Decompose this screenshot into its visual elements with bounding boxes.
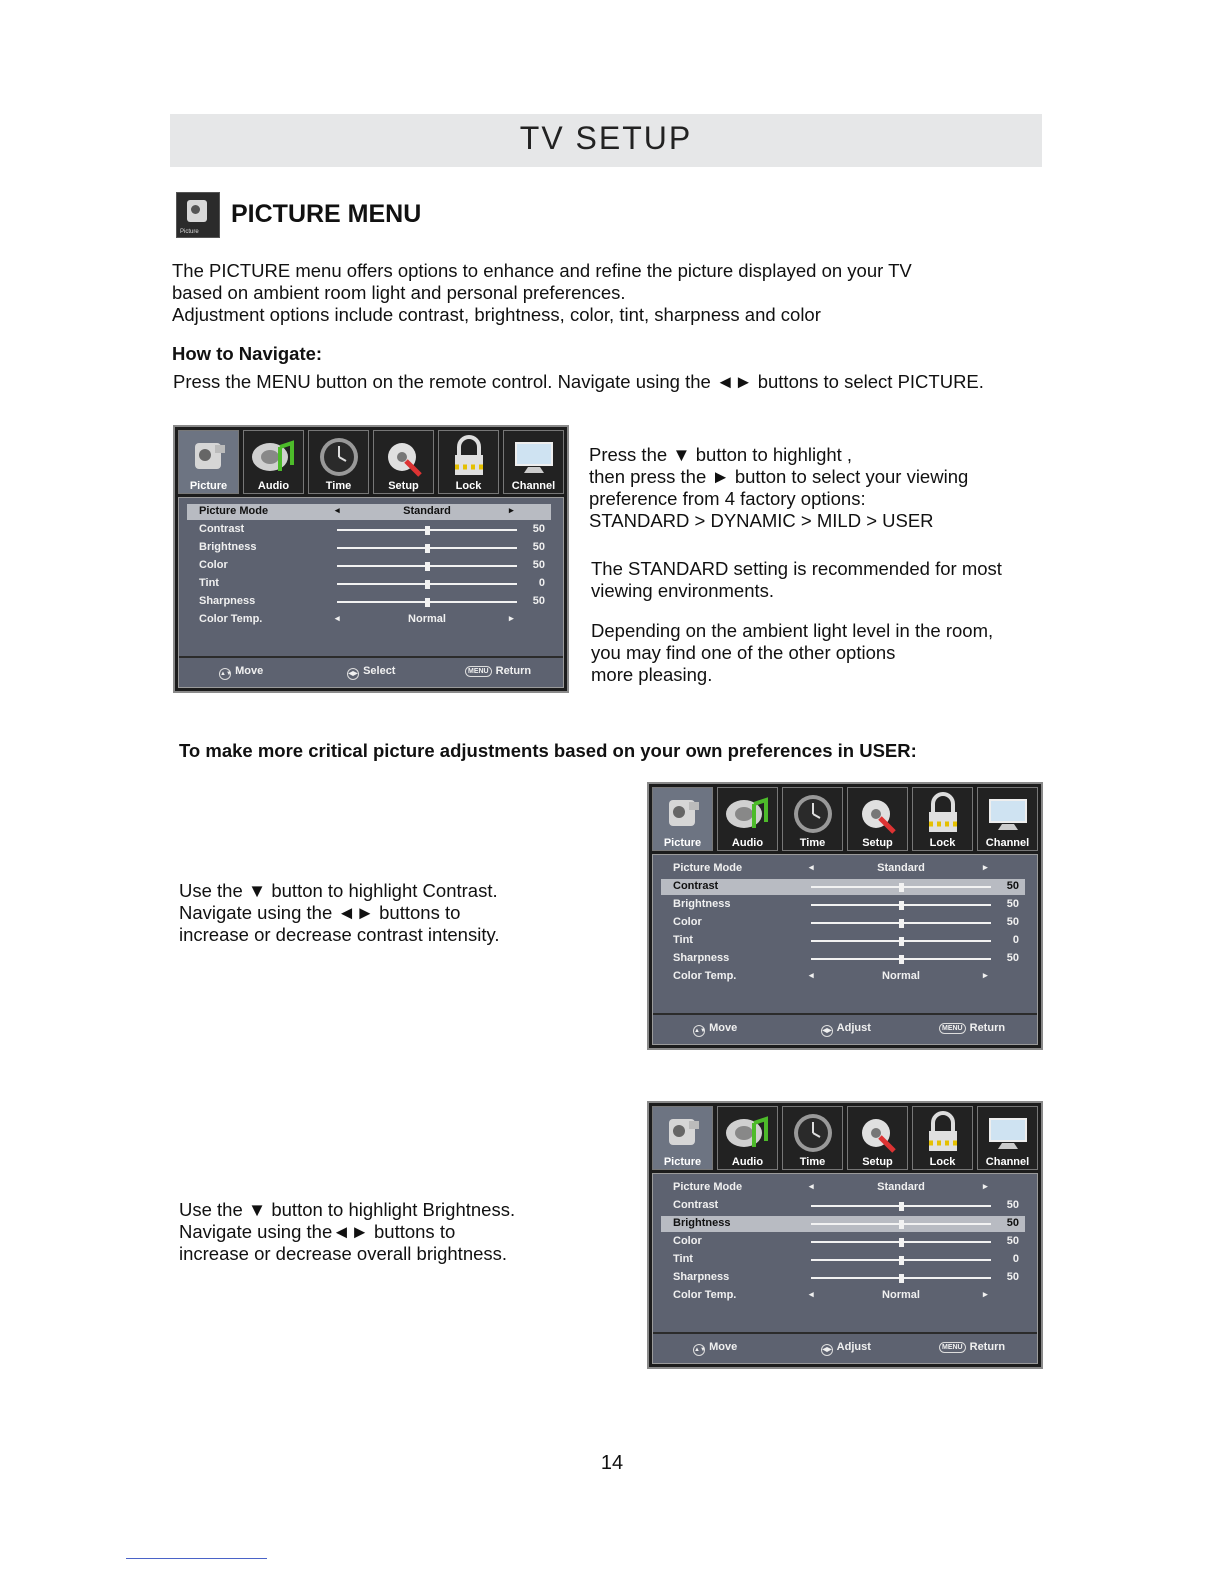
menu-footer — [653, 1339, 1037, 1357]
row-label: Tint — [673, 934, 693, 946]
page-number: 14 — [600, 1452, 624, 1474]
tab-label: Setup — [862, 1156, 893, 1168]
right-p2-line2: viewing environments. — [591, 580, 775, 601]
slider-thumb[interactable] — [899, 883, 904, 892]
color-temp-value: Normal — [882, 970, 920, 982]
tab-audio[interactable] — [717, 787, 778, 851]
menu-row-tint[interactable] — [661, 933, 1025, 949]
tab-time[interactable] — [308, 430, 369, 494]
right-p1-line4: STANDARD > DYNAMIC > MILD > USER — [589, 510, 934, 531]
row-label: Color — [199, 559, 228, 571]
slider-thumb[interactable] — [899, 901, 904, 910]
tab-picture[interactable] — [652, 787, 713, 851]
tab-setup[interactable] — [373, 430, 434, 494]
tab-label: Lock — [929, 1156, 956, 1168]
left-right-icon: ◀▶ — [821, 1025, 833, 1037]
right-p2-line1: The STANDARD setting is recommended for most — [591, 558, 1002, 579]
panel-divider — [653, 1013, 1037, 1015]
menu-tabs — [652, 787, 1038, 851]
menu-row-contrast[interactable] — [661, 1198, 1025, 1214]
slider-value: 0 — [1012, 934, 1019, 946]
slider-track[interactable] — [811, 922, 991, 924]
tab-lock[interactable] — [438, 430, 499, 494]
arrow-left-icon: ◂ — [809, 1289, 814, 1299]
slider-thumb[interactable] — [425, 598, 430, 607]
foot-return: Return — [969, 1022, 1006, 1034]
slider-track[interactable] — [811, 1241, 991, 1243]
row-label: Brightness — [673, 898, 731, 910]
slider-value: 0 — [1012, 1253, 1019, 1265]
picture-menu-icon — [176, 192, 220, 238]
slider-track[interactable] — [337, 547, 517, 549]
menu-row-contrast[interactable] — [187, 522, 551, 538]
brightness-line3: increase or decrease overall brightness. — [179, 1243, 508, 1264]
menu-row-color-temp[interactable] — [661, 969, 1025, 985]
row-label: Picture Mode — [199, 505, 269, 517]
tab-channel[interactable] — [977, 787, 1038, 851]
foot-return: Return — [495, 665, 532, 677]
arrow-right-icon: ▸ — [509, 505, 514, 515]
how-title: How to Navigate: — [172, 343, 323, 364]
slider-track[interactable] — [811, 940, 991, 942]
slider-thumb[interactable] — [899, 1220, 904, 1229]
slider-value: 50 — [1006, 1271, 1019, 1283]
tab-picture[interactable] — [178, 430, 239, 494]
picture-mode-value: Standard — [877, 1181, 925, 1193]
row-label: Color Temp. — [673, 1289, 737, 1301]
slider-track[interactable] — [811, 958, 991, 960]
slider-value: 50 — [532, 541, 545, 553]
arrow-right-icon: ▸ — [983, 1181, 988, 1191]
foot-move: Move — [709, 1341, 738, 1353]
menu-row-brightness[interactable] — [661, 897, 1025, 913]
slider-thumb[interactable] — [425, 526, 430, 535]
tab-label: Time — [799, 837, 826, 849]
slider-value: 50 — [1006, 952, 1019, 964]
menu-row-sharpness[interactable] — [661, 951, 1025, 967]
slider-track[interactable] — [337, 601, 517, 603]
tab-label: Picture — [663, 837, 702, 849]
slider-thumb[interactable] — [899, 955, 904, 964]
slider-value: 50 — [1006, 1199, 1019, 1211]
contrast-line2: Navigate using the ◄► buttons to — [179, 902, 461, 923]
slider-value: 50 — [1006, 1217, 1019, 1229]
slider-track[interactable] — [811, 1259, 991, 1261]
menu-row-color-temp[interactable] — [661, 1288, 1025, 1304]
menu-tabs — [178, 430, 564, 494]
menu-row-color[interactable] — [661, 915, 1025, 931]
tab-label: Picture — [663, 1156, 702, 1168]
row-label: Contrast — [673, 880, 719, 892]
slider-track[interactable] — [811, 904, 991, 906]
slider-thumb[interactable] — [899, 919, 904, 928]
tab-label: Lock — [455, 480, 482, 492]
menu-panel — [652, 1173, 1038, 1364]
row-label: Contrast — [673, 1199, 719, 1211]
slider-track[interactable] — [337, 529, 517, 531]
menu-footer — [179, 663, 563, 681]
left-right-icon: ◀▶ — [821, 1344, 833, 1356]
menu-row-tint[interactable] — [661, 1252, 1025, 1268]
slider-value: 0 — [538, 577, 545, 589]
tab-picture[interactable] — [652, 1106, 713, 1170]
menu-key-icon: MENU — [939, 1023, 966, 1034]
menu-row-picture-mode[interactable] — [187, 504, 551, 520]
slider-track[interactable] — [811, 1277, 991, 1279]
right-p3-line1: Depending on the ambient light level in the room, — [591, 620, 994, 641]
row-label: Brightness — [673, 1217, 731, 1229]
row-label: Picture Mode — [673, 862, 743, 874]
row-label: Sharpness — [673, 1271, 730, 1283]
slider-thumb[interactable] — [425, 562, 430, 571]
footnote-rule — [126, 1558, 267, 1559]
arrow-right-icon: ▸ — [983, 862, 988, 872]
slider-track[interactable] — [811, 886, 991, 888]
arrow-left-icon: ◂ — [809, 862, 814, 872]
intro-line-3: Adjustment options include contrast, brightness, color, tint, sharpness and color — [172, 304, 821, 325]
tab-label: Channel — [511, 480, 556, 492]
intro-line-1: The PICTURE menu offers options to enhance and refine the picture displayed on your TV — [172, 260, 912, 281]
slider-thumb[interactable] — [899, 1202, 904, 1211]
menu-footer — [653, 1020, 1037, 1038]
tv-menu-screen-1 — [173, 425, 569, 693]
menu-panel — [652, 854, 1038, 1045]
tab-label: Audio — [731, 837, 764, 849]
panel-divider — [179, 656, 563, 658]
menu-key-icon: MENU — [465, 666, 492, 677]
row-label: Picture Mode — [673, 1181, 743, 1193]
slider-value: 50 — [1006, 880, 1019, 892]
up-down-icon: ▲▼ — [693, 1344, 705, 1356]
tab-channel[interactable] — [503, 430, 564, 494]
menu-row-color[interactable] — [187, 558, 551, 574]
slider-thumb[interactable] — [899, 1238, 904, 1247]
right-p3-line3: more pleasing. — [591, 664, 713, 685]
left-right-icon: ◀▶ — [347, 668, 359, 680]
row-label: Color Temp. — [199, 613, 263, 625]
arrow-left-icon: ◂ — [809, 1181, 814, 1191]
camera-icon — [187, 200, 207, 222]
arrow-left-icon: ◂ — [335, 613, 340, 623]
tab-label: Setup — [862, 837, 893, 849]
foot-mid: Select — [363, 665, 396, 677]
menu-tabs — [652, 1106, 1038, 1170]
arrow-left-icon: ◂ — [809, 970, 814, 980]
menu-row-color-temp[interactable] — [187, 612, 551, 628]
tab-audio[interactable] — [717, 1106, 778, 1170]
row-label: Sharpness — [673, 952, 730, 964]
tab-setup[interactable] — [847, 1106, 908, 1170]
right-p1-line3: preference from 4 factory options: — [589, 488, 866, 509]
tab-time[interactable] — [782, 1106, 843, 1170]
color-temp-value: Normal — [408, 613, 446, 625]
section-title: PICTURE MENU — [231, 200, 422, 228]
tab-time[interactable] — [782, 787, 843, 851]
row-label: Sharpness — [199, 595, 256, 607]
right-p1-line2: then press the ► button to select your viewing — [589, 466, 969, 487]
slider-value: 50 — [532, 595, 545, 607]
menu-row-sharpness[interactable] — [187, 594, 551, 610]
row-label: Contrast — [199, 523, 245, 535]
tab-label: Channel — [985, 1156, 1030, 1168]
row-label: Color — [673, 916, 702, 928]
tab-label: Audio — [257, 480, 290, 492]
slider-thumb[interactable] — [899, 1274, 904, 1283]
menu-row-color[interactable] — [661, 1234, 1025, 1250]
slider-value: 50 — [1006, 916, 1019, 928]
up-down-icon: ▲▼ — [219, 668, 231, 680]
arrow-right-icon: ▸ — [509, 613, 514, 623]
right-p1-line1: Press the ▼ button to highlight , — [589, 444, 853, 465]
tab-lock[interactable] — [912, 1106, 973, 1170]
foot-mid: Adjust — [836, 1341, 871, 1353]
slider-thumb[interactable] — [425, 580, 430, 589]
color-temp-value: Normal — [882, 1289, 920, 1301]
slider-track[interactable] — [337, 583, 517, 585]
menu-row-brightness[interactable] — [187, 540, 551, 556]
tab-label: Setup — [388, 480, 419, 492]
slider-value: 50 — [532, 523, 545, 535]
slider-thumb[interactable] — [425, 544, 430, 553]
slider-value: 50 — [532, 559, 545, 571]
foot-mid: Adjust — [836, 1022, 871, 1034]
intro-line-2: based on ambient room light and personal preferences. — [172, 282, 626, 303]
arrow-left-icon: ◂ — [335, 505, 340, 515]
up-down-icon: ▲▼ — [693, 1025, 705, 1037]
tab-setup[interactable] — [847, 787, 908, 851]
menu-panel — [178, 497, 564, 688]
arrow-right-icon: ▸ — [983, 970, 988, 980]
tab-audio[interactable] — [243, 430, 304, 494]
tab-lock[interactable] — [912, 787, 973, 851]
slider-track[interactable] — [811, 1205, 991, 1207]
tv-menu-screen-2 — [647, 782, 1043, 1050]
arrow-right-icon: ▸ — [983, 1289, 988, 1299]
slider-value: 50 — [1006, 898, 1019, 910]
menu-row-picture-mode[interactable] — [661, 861, 1025, 877]
foot-return: Return — [969, 1341, 1006, 1353]
critical-title: To make more critical picture adjustments based on your own preferences in USER: — [179, 740, 917, 761]
row-label: Tint — [673, 1253, 693, 1265]
how-text: Press the MENU button on the remote control. Navigate using the ◄► buttons to select PICTURE. — [173, 371, 984, 392]
icon-label: Picture — [180, 229, 199, 235]
contrast-line3: increase or decrease contrast intensity. — [179, 924, 500, 945]
row-label: Brightness — [199, 541, 257, 553]
tab-label: Lock — [929, 837, 956, 849]
right-p3-line2: you may find one of the other options — [591, 642, 896, 663]
brightness-line1: Use the ▼ button to highlight Brightness. — [179, 1199, 516, 1220]
brightness-line2: Navigate using the◄► buttons to — [179, 1221, 456, 1242]
panel-divider — [653, 1332, 1037, 1334]
row-label: Color — [673, 1235, 702, 1247]
tab-label: Channel — [985, 837, 1030, 849]
slider-thumb[interactable] — [899, 1256, 904, 1265]
row-label: Color Temp. — [673, 970, 737, 982]
menu-row-picture-mode[interactable] — [661, 1180, 1025, 1196]
menu-row-sharpness[interactable] — [661, 1270, 1025, 1286]
menu-key-icon: MENU — [939, 1342, 966, 1353]
menu-row-tint[interactable] — [187, 576, 551, 592]
foot-move: Move — [709, 1022, 738, 1034]
row-label: Tint — [199, 577, 219, 589]
menu-row-contrast[interactable] — [661, 879, 1025, 895]
slider-thumb[interactable] — [899, 937, 904, 946]
picture-mode-value: Standard — [877, 862, 925, 874]
tv-menu-screen-3 — [647, 1101, 1043, 1369]
tab-label: Picture — [189, 480, 228, 492]
slider-track[interactable] — [337, 565, 517, 567]
tab-channel[interactable] — [977, 1106, 1038, 1170]
tab-label: Audio — [731, 1156, 764, 1168]
contrast-line1: Use the ▼ button to highlight Contrast. — [179, 880, 498, 901]
slider-value: 50 — [1006, 1235, 1019, 1247]
tab-label: Time — [325, 480, 352, 492]
foot-move: Move — [235, 665, 264, 677]
tab-label: Time — [799, 1156, 826, 1168]
slider-track[interactable] — [811, 1223, 991, 1225]
page-banner: TV SETUP — [170, 114, 1042, 167]
picture-mode-value: Standard — [403, 505, 451, 517]
menu-row-brightness[interactable] — [661, 1216, 1025, 1232]
